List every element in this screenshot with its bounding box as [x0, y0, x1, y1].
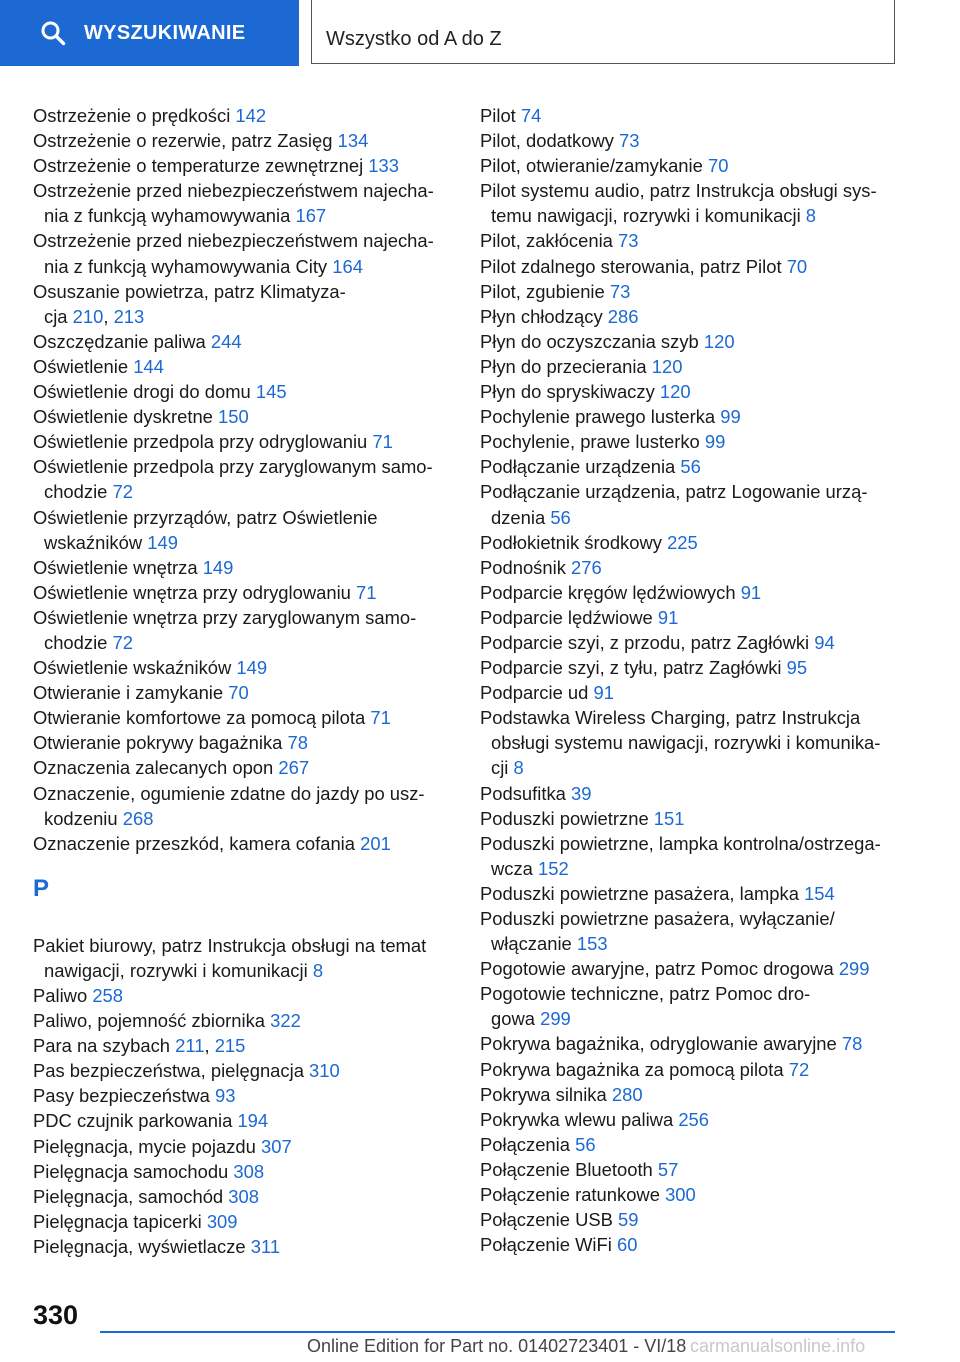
index-entry-text: Połączenie Bluetooth — [480, 1158, 653, 1180]
index-entry-text: chodzie — [44, 631, 108, 653]
index-entry — [33, 933, 463, 983]
index-entry — [33, 730, 463, 755]
page-reference-link[interactable]: 72 — [788, 1058, 810, 1080]
index-entry-text: Oświetlenie wnętrza — [33, 556, 198, 578]
index-entry — [480, 329, 920, 354]
index-entry-text: Poduszki powietrzne, lampka kontrolna/ostrzega‐ — [480, 832, 881, 854]
index-entry-text: Pogotowie techniczne, patrz Pomoc dro‐ — [480, 983, 811, 1005]
index-entry — [480, 254, 920, 279]
index-entry — [33, 580, 463, 605]
page-reference-link[interactable]: 150 — [218, 406, 249, 428]
index-entry — [33, 153, 463, 178]
index-entry-text: Połączenie USB — [480, 1209, 613, 1231]
index-entry-text: Połączenia — [480, 1133, 570, 1155]
index-entry-text: Pilot zdalnego sterowania, patrz Pilot — [480, 255, 782, 277]
page-reference-link[interactable]: 152 — [538, 857, 569, 879]
page-reference-link[interactable]: 149 — [147, 531, 178, 553]
page-reference-link[interactable]: 211 — [175, 1035, 205, 1057]
index-entry — [33, 831, 463, 856]
page-reference-link[interactable]: 60 — [616, 1234, 638, 1256]
page-reference-link[interactable]: 308 — [228, 1185, 259, 1207]
index-entry-text: Oznaczenia zalecanych opon — [33, 757, 274, 779]
index-entry — [480, 881, 920, 906]
index-entry-text: Otwieranie pokrywy bagażnika — [33, 732, 283, 754]
index-entry-text: Osuszanie powietrza, patrz Klimatyza‐ — [33, 280, 346, 302]
index-entry-text: Podstawka Wireless Charging, patrz Instrukcja — [480, 707, 861, 729]
page-reference-link[interactable]: 73 — [619, 130, 640, 152]
index-entry-text: Podparcie lędźwiowe — [480, 606, 653, 628]
index-entry-text: Pasy bezpieczeństwa — [33, 1085, 210, 1107]
index-entry — [33, 128, 463, 153]
index-entry — [480, 304, 920, 329]
index-entry-text: Pielęgnacja tapicerki — [33, 1210, 202, 1232]
page-reference-link[interactable]: 120 — [651, 355, 683, 377]
index-entry — [480, 680, 920, 705]
index-entry-text: Podsufitka — [480, 782, 566, 804]
index-entry-text: Pilot, dodatkowy — [480, 130, 614, 152]
index-entry-text: Pokrywa bagażnika, odryglowanie awaryjne — [480, 1033, 837, 1055]
index-list-o — [33, 103, 463, 856]
index-entry — [480, 705, 920, 780]
index-entry — [480, 806, 920, 831]
index-entry — [480, 1182, 920, 1207]
index-entry — [480, 404, 920, 429]
page-reference-link[interactable]: 144 — [133, 355, 164, 377]
index-entry — [33, 1008, 463, 1033]
index-entry — [480, 555, 920, 580]
index-entry — [33, 404, 463, 429]
index-entry-text: Pochylenie prawego lusterka — [480, 406, 716, 428]
page-reference-link[interactable]: 276 — [571, 556, 602, 578]
index-entry-text: Pakiet biurowy, patrz Instrukcja obsługi na temat — [33, 934, 427, 956]
index-entry-text: Płyn do spryskiwaczy — [480, 381, 655, 403]
index-entry-text: Para na szybach — [33, 1035, 170, 1057]
search-button-label: WYSZUKIWANIE — [84, 21, 246, 44]
index-entry-text: Pochylenie, prawe lusterko — [480, 431, 700, 453]
index-entry — [480, 580, 920, 605]
index-entry — [33, 755, 463, 780]
page-reference-link[interactable]: 70 — [786, 255, 808, 277]
index-entry-text: włączanie — [491, 933, 572, 955]
page-reference-link[interactable]: 225 — [667, 531, 698, 553]
footer-divider — [100, 1331, 895, 1333]
index-entry — [480, 831, 920, 881]
index-entry-text: Otwieranie komfortowe za pomocą pilota — [33, 707, 366, 729]
index-entry — [33, 103, 463, 128]
index-entry — [33, 178, 463, 228]
index-entry-text: nia z funkcją wyhamowywania City — [44, 255, 328, 277]
page-reference-link[interactable]: 244 — [210, 330, 242, 352]
index-entry-text: Podparcie szyi, z tyłu, patrz Zagłówki — [480, 657, 782, 679]
page-reference-link[interactable]: 307 — [261, 1135, 292, 1157]
page-reference-link[interactable]: 149 — [202, 556, 234, 578]
index-entry-text: Poduszki powietrzne pasażera, lampka — [480, 882, 799, 904]
index-entry — [33, 655, 463, 680]
page-reference-link[interactable]: 39 — [571, 782, 592, 804]
index-entry-text: Podłączanie urządzenia — [480, 456, 676, 478]
index-entry-text: Paliwo, pojemność zbiornika — [33, 1010, 266, 1032]
index-entry — [480, 454, 920, 479]
index-entry-text: obsługi systemu nawigacji, rozrywki i komunika‐ — [491, 732, 881, 754]
index-entry — [480, 479, 920, 529]
index-entry-text: cji — [491, 757, 509, 779]
index-entry — [480, 128, 920, 153]
index-entry-text: Pokrywa silnika — [480, 1083, 607, 1105]
page-reference-link[interactable]: 8 — [312, 959, 324, 981]
page-reference-link[interactable]: 310 — [309, 1060, 340, 1082]
index-entry — [480, 429, 920, 454]
index-entry-text: chodzie — [44, 481, 108, 503]
index-entry — [480, 906, 920, 956]
page-reference-link[interactable]: 120 — [659, 381, 691, 403]
page-reference-link[interactable]: 309 — [206, 1210, 238, 1232]
index-entry-text: Połączenie ratunkowe — [480, 1184, 660, 1206]
page-reference-link[interactable]: 91 — [740, 581, 762, 603]
page-reference-link[interactable]: 256 — [678, 1108, 709, 1130]
page-reference-link[interactable]: 99 — [720, 406, 741, 428]
page-reference-link[interactable]: 91 — [657, 606, 679, 628]
index-entry — [33, 680, 463, 705]
page-reference-link[interactable]: 70 — [707, 155, 729, 177]
index-entry-text: Pilot, zgubienie — [480, 280, 605, 302]
index-entry-text: Oświetlenie drogi do domu — [33, 381, 251, 403]
index-entry: Para na szybach 211, 215 — [33, 1035, 246, 1057]
page-reference-link[interactable]: 73 — [609, 280, 631, 302]
page-reference-link[interactable]: 215 — [214, 1035, 246, 1057]
index-entry — [33, 379, 463, 404]
page-reference-link[interactable]: 194 — [237, 1110, 269, 1132]
index-entry-text: gowa — [491, 1008, 535, 1030]
index-entry — [480, 103, 920, 128]
page-reference-link[interactable]: 134 — [337, 130, 369, 152]
index-entry-text: Pielęgnacja, mycie pojazdu — [33, 1135, 256, 1157]
index-entry-text: Pielęgnacja samochodu — [33, 1160, 229, 1182]
index-entry — [480, 1107, 920, 1132]
index-entry-text: Pokrywka wlewu paliwa — [480, 1108, 674, 1130]
page-reference-link[interactable]: 8 — [805, 205, 817, 227]
index-entry-text: Pilot, otwieranie/zamykanie — [480, 155, 703, 177]
index-entry-text: Ostrzeżenie o rezerwie, patrz Zasięg — [33, 130, 333, 152]
index-entry — [33, 228, 463, 278]
index-entry — [480, 228, 920, 253]
index-entry — [480, 956, 920, 981]
page-reference-link[interactable]: 57 — [657, 1158, 679, 1180]
index-entry-text: Podparcie szyi, z przodu, patrz Zagłówki — [480, 631, 810, 653]
index-entry-text: Oświetlenie przedpola przy zaryglowanym samo‐ — [33, 456, 433, 478]
index-entry-text: Połączenie WiFi — [480, 1234, 612, 1256]
page-reference-link[interactable]: 142 — [235, 105, 267, 126]
page-reference-link[interactable]: 70 — [228, 682, 249, 704]
edition-text: Online Edition for Part no. 01402723401 - VI/18 — [307, 1336, 687, 1356]
watermark: carmanualsonline.info — [690, 1336, 866, 1356]
index-list-p-continued — [480, 103, 920, 1257]
index-entry-text: Oszczędzanie paliwa — [33, 330, 206, 352]
index-entry-text: Oświetlenie przedpola przy odryglowaniu — [33, 431, 368, 453]
index-entry — [33, 781, 463, 831]
index-entry — [33, 1058, 463, 1083]
page-reference-link[interactable]: 99 — [704, 431, 726, 453]
index-entry — [480, 279, 920, 304]
page-reference-link[interactable]: 73 — [618, 230, 639, 252]
page-reference-link[interactable]: 149 — [236, 657, 268, 679]
index-entry — [480, 1157, 920, 1182]
index-entry-text: Oświetlenie dyskretne — [33, 406, 213, 428]
index-entry — [480, 1132, 920, 1157]
page-reference-link[interactable]: 286 — [607, 305, 639, 327]
index-entry-text: Pilot systemu audio, patrz Instrukcja obsługi sys‐ — [480, 180, 877, 202]
index-entry — [33, 505, 463, 555]
index-entry-text: Paliwo — [33, 985, 88, 1006]
index-entry — [33, 605, 463, 655]
page-reference-link[interactable]: 210 — [72, 305, 104, 327]
page-reference-link[interactable]: 151 — [653, 807, 685, 829]
page-reference-link[interactable]: 71 — [356, 581, 377, 603]
index-entry — [33, 555, 463, 580]
index-entry-text: Oznaczenie, ogumienie zdatne do jazdy po usz‐ — [33, 782, 425, 804]
index-entry — [33, 705, 463, 730]
page-reference-link[interactable]: 56 — [680, 456, 701, 478]
index-entry — [33, 429, 463, 454]
index-entry-text: wcza — [491, 857, 533, 879]
section-letter: P — [33, 874, 50, 902]
index-entry-text: Ostrzeżenie przed niebezpieczeństwem najecha‐ — [33, 180, 434, 202]
index-entry — [480, 354, 920, 379]
index-column-right — [480, 103, 920, 1257]
index-entry-text: Płyn chłodzący — [480, 305, 603, 327]
index-entry-text: Poduszki powietrzne — [480, 807, 649, 829]
page-reference-link[interactable]: 267 — [278, 757, 310, 779]
index-entry-text: Pokrywa bagażnika za pomocą pilota — [480, 1058, 784, 1080]
index-entry-text: Podłokietnik środkowy — [480, 531, 662, 553]
index-entry — [480, 178, 920, 228]
index-entry-text: Oświetlenie wskaźników — [33, 657, 232, 679]
index-entry — [480, 1232, 920, 1257]
page-reference-link[interactable]: 93 — [214, 1085, 236, 1107]
page-reference-link[interactable]: 201 — [360, 832, 391, 854]
page-reference-link[interactable]: 299 — [838, 958, 870, 980]
index-entry-text: Oświetlenie przyrządów, patrz Oświetlenie — [33, 506, 378, 528]
index-entry-text: Pas bezpieczeństwa, pielęgnacja — [33, 1060, 304, 1082]
page-reference-link[interactable]: 145 — [255, 381, 287, 403]
index-entry — [33, 1108, 463, 1133]
page-reference-link[interactable]: 258 — [92, 985, 123, 1006]
page-reference-link[interactable]: 308 — [233, 1160, 265, 1182]
index-entry — [480, 379, 920, 404]
page-reference-link[interactable]: 213 — [113, 305, 145, 327]
index-entry — [33, 1184, 463, 1209]
index-entry-text: Otwieranie i zamykanie — [33, 682, 224, 704]
index-entry-text: dzenia — [491, 506, 546, 528]
index-entry-text: Oznaczenie przeszkód, kamera cofania — [33, 832, 355, 854]
index-entry — [480, 605, 920, 630]
index-entry — [33, 329, 463, 354]
index-entry-text: Ostrzeżenie o prędkości — [33, 105, 231, 126]
page-reference-link[interactable]: 94 — [814, 631, 835, 653]
index-entry-text: Ostrzeżenie przed niebezpieczeństwem najecha‐ — [33, 230, 434, 252]
page-reference-link[interactable]: 59 — [618, 1209, 639, 1231]
page-reference-link[interactable]: 120 — [703, 330, 735, 352]
index-entry — [33, 454, 463, 504]
index-entry-text: wskaźników — [44, 531, 143, 553]
index-entry — [480, 1031, 920, 1056]
page-reference-link[interactable]: 78 — [287, 732, 309, 754]
index-entry-text: Poduszki powietrzne pasażera, wyłączanie/ — [480, 908, 835, 929]
index-entry-text: Ostrzeżenie o temperaturze zewnętrznej — [33, 155, 364, 177]
page-reference-link[interactable]: 91 — [593, 682, 614, 704]
index-entry — [33, 354, 463, 379]
page-reference-link[interactable]: 311 — [250, 1235, 281, 1257]
index-entry — [33, 1159, 463, 1184]
index-entry — [480, 1057, 920, 1082]
page-number: 330 — [33, 1300, 79, 1330]
index-entry-text: Podparcie kręgów lędźwiowych — [480, 581, 736, 603]
page-reference-link[interactable]: 72 — [112, 631, 133, 653]
index-entry-text: Pogotowie awaryjne, patrz Pomoc drogowa — [480, 958, 834, 980]
index-entry-text: Podparcie ud — [480, 682, 589, 704]
page-reference-link[interactable]: 133 — [368, 155, 399, 177]
index-entry-text: Oświetlenie wnętrza przy odryglowaniu — [33, 581, 351, 603]
index-entry — [33, 1234, 463, 1259]
page-reference-link[interactable]: 167 — [295, 205, 327, 227]
page-reference-link[interactable]: 299 — [540, 1008, 571, 1030]
index-entry — [33, 1134, 463, 1159]
index-entry-text: Oświetlenie wnętrza przy zaryglowanym samo‐ — [33, 606, 417, 628]
index-entry-text: nawigacji, rozrywki i komunikacji — [44, 959, 308, 981]
index-entry — [480, 630, 920, 655]
index-entry-text: Płyn do przecierania — [480, 355, 647, 377]
page-reference-link[interactable]: 280 — [611, 1083, 643, 1105]
index-entry — [33, 1209, 463, 1234]
index-entry — [33, 1083, 463, 1108]
page-reference-link[interactable]: 8 — [513, 757, 524, 779]
page-reference-link[interactable]: 72 — [112, 481, 133, 503]
index-entry-text: Pilot — [480, 105, 516, 126]
index-column-left — [33, 103, 463, 1259]
chapter-title: Wszystko od A do Z — [326, 28, 502, 50]
index-entry — [480, 153, 920, 178]
index-entry-text: temu nawigacji, rozrywki i komunikacji — [491, 205, 801, 227]
index-entry-text: kodzeniu — [44, 807, 118, 829]
page-reference-link[interactable]: 154 — [804, 882, 835, 904]
page-reference-link[interactable]: 95 — [786, 657, 808, 679]
page-reference-link[interactable]: 268 — [122, 807, 154, 829]
header-bar — [0, 0, 960, 66]
index-entry — [480, 655, 920, 680]
index-entry-text: PDC czujnik parkowania — [33, 1110, 233, 1132]
index-entry — [480, 781, 920, 806]
page-reference-link[interactable]: 78 — [841, 1033, 863, 1055]
page-reference-link[interactable]: 300 — [665, 1184, 696, 1206]
page-reference-link[interactable]: 74 — [520, 105, 542, 126]
index-entry — [480, 530, 920, 555]
index-entry-text: Pielęgnacja, samochód — [33, 1185, 224, 1207]
index-entry-text: nia z funkcją wyhamowywania — [44, 205, 291, 227]
chapter-title-box — [311, 0, 895, 64]
index-entry — [480, 1082, 920, 1107]
search-icon — [40, 20, 66, 46]
index-entry-text: cja — [44, 305, 68, 327]
index-entry-text: Oświetlenie — [33, 355, 129, 377]
index-entry-text: Podnośnik — [480, 556, 566, 578]
index-entry: Osuszanie powietrza, patrz Klimatyza‐ cja 210, 213 — [33, 280, 346, 327]
index-entry-text: Płyn do oczyszczania szyb — [480, 330, 699, 352]
page-reference-link[interactable]: 56 — [550, 506, 571, 528]
index-entry-text: Pilot, zakłócenia — [480, 230, 613, 252]
index-entry — [480, 1207, 920, 1232]
index-entry — [480, 981, 920, 1031]
page-reference-link[interactable]: 56 — [575, 1133, 596, 1155]
page-reference-link[interactable]: 71 — [370, 707, 391, 729]
index-entry-text: Podłączanie urządzenia, patrz Logowanie urzą‐ — [480, 481, 868, 503]
search-button[interactable] — [0, 0, 299, 66]
index-entry-text: Pielęgnacja, wyświetlacze — [33, 1235, 246, 1257]
page-reference-link[interactable]: 71 — [372, 431, 393, 453]
page-reference-link[interactable]: 322 — [270, 1010, 301, 1032]
page-reference-link[interactable]: 164 — [332, 255, 363, 277]
index-entry — [33, 983, 463, 1008]
page-reference-link[interactable]: 153 — [576, 933, 608, 955]
index-list-p — [33, 933, 463, 1259]
